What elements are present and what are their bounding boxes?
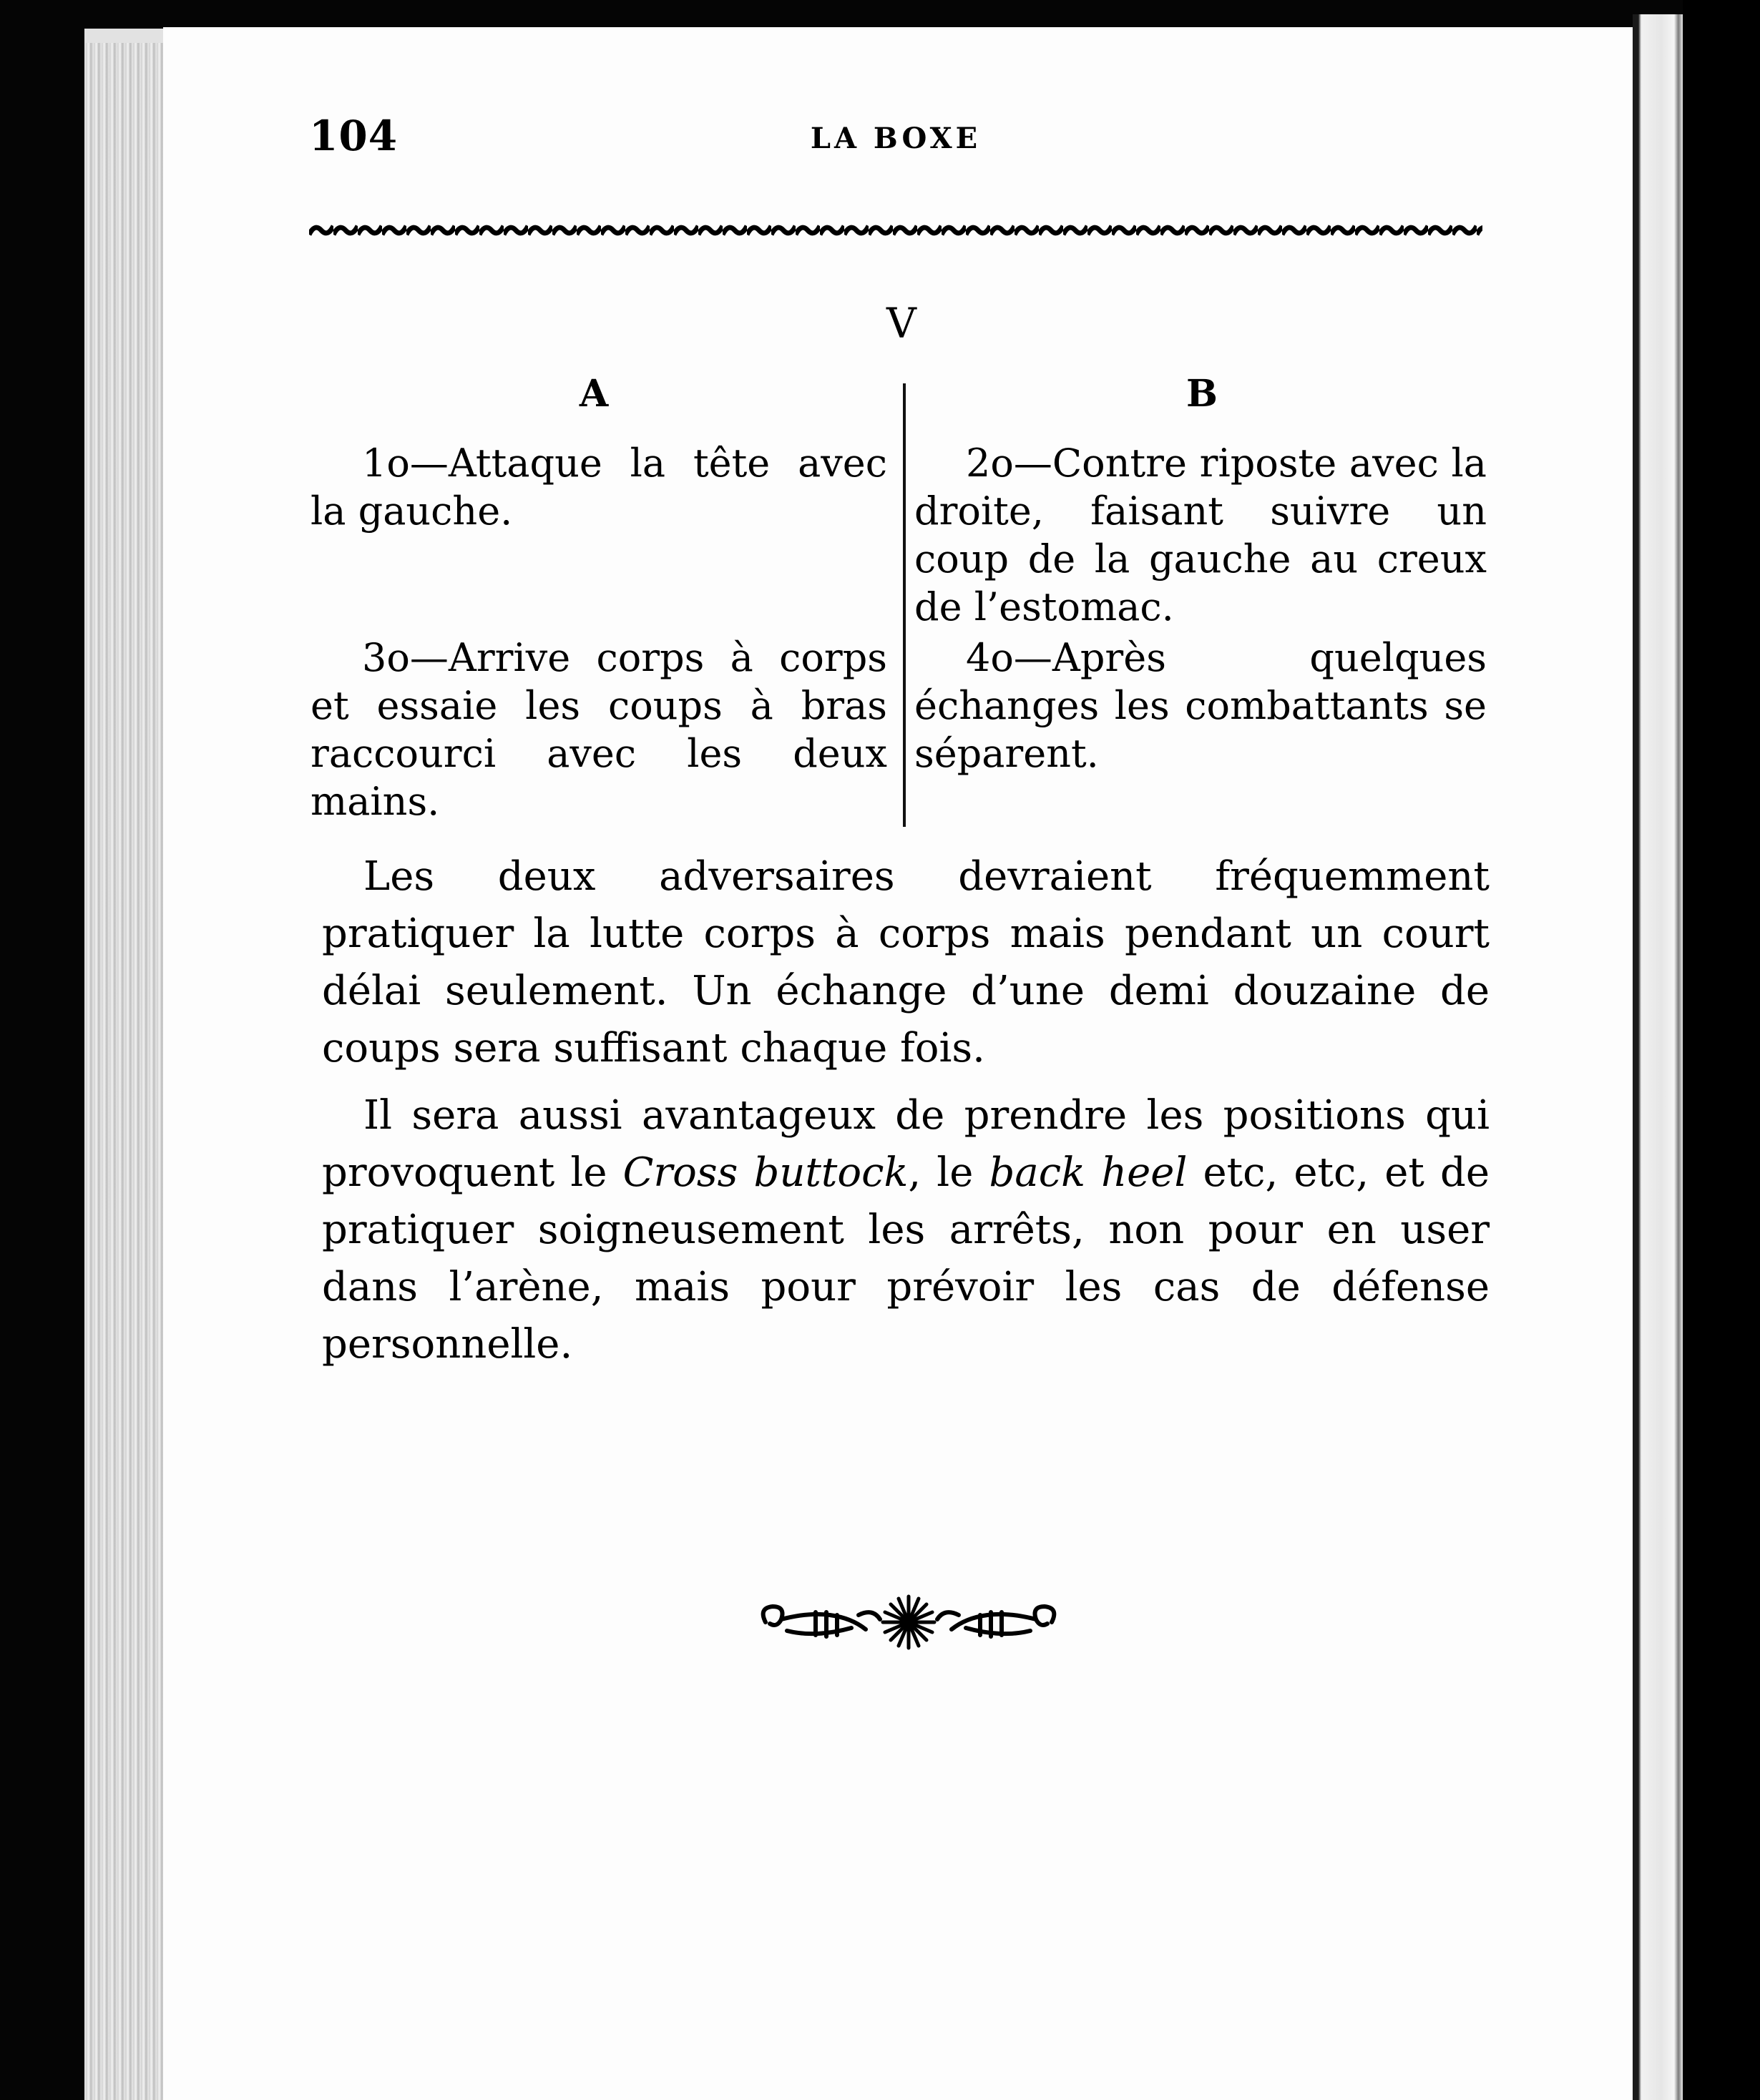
column-b-item-4: 4o—Après quelques échanges les combattants se séparent. [914,635,1487,776]
paragraph-2-text-c: etc, etc, et de pratiquer soigneusement les arrêts, non pour en user dans l’arène, mais pour prévoir les cas de défense personnelle. [322,1149,1490,1368]
term-back-heel: back heel [989,1149,1188,1196]
running-head: LA BOXE [810,122,982,155]
column-b-item-2: 2o—Contre riposte avec la droite, faisant suivre un coup de la gauche au creux de l’estomac. [914,441,1487,629]
section-numeral: V [886,299,916,348]
paragraph-2-text-b: , le [908,1149,989,1196]
right-scan-border [1683,0,1760,2100]
column-a-heading: A [579,372,609,416]
right-page-edge [1633,14,1683,2100]
page-edges [86,43,165,2100]
column-b-heading: B [1186,372,1218,416]
body-paragraph-1: Les deux adversaires devraient fréquemment pratiquer la lutte corps à corps mais pendant un court délai seulement. Un échange d’une demi douzaine de coups sera suffisant chaque fois. [322,853,1490,1071]
body-paragraph-2 [322,1087,1490,1373]
paragraph-2-text-a: Il sera aussi avantageux de prendre les positions qui provoquent le [322,1092,1490,1196]
column-a-item-3: 3o—Arrive corps à corps et essaie les coups à bras raccourci avec les deux mains. [311,635,887,824]
page-header [309,112,1482,162]
column-divider [903,383,906,827]
wavy-rule-ornament [309,220,1482,242]
column-a-item-1: 1o—Attaque la tête avec la gauche. [311,441,887,534]
term-cross-buttock: Cross buttock [622,1149,909,1196]
page-number: 104 [309,112,399,160]
tailpiece-ornament [744,1586,1073,1658]
